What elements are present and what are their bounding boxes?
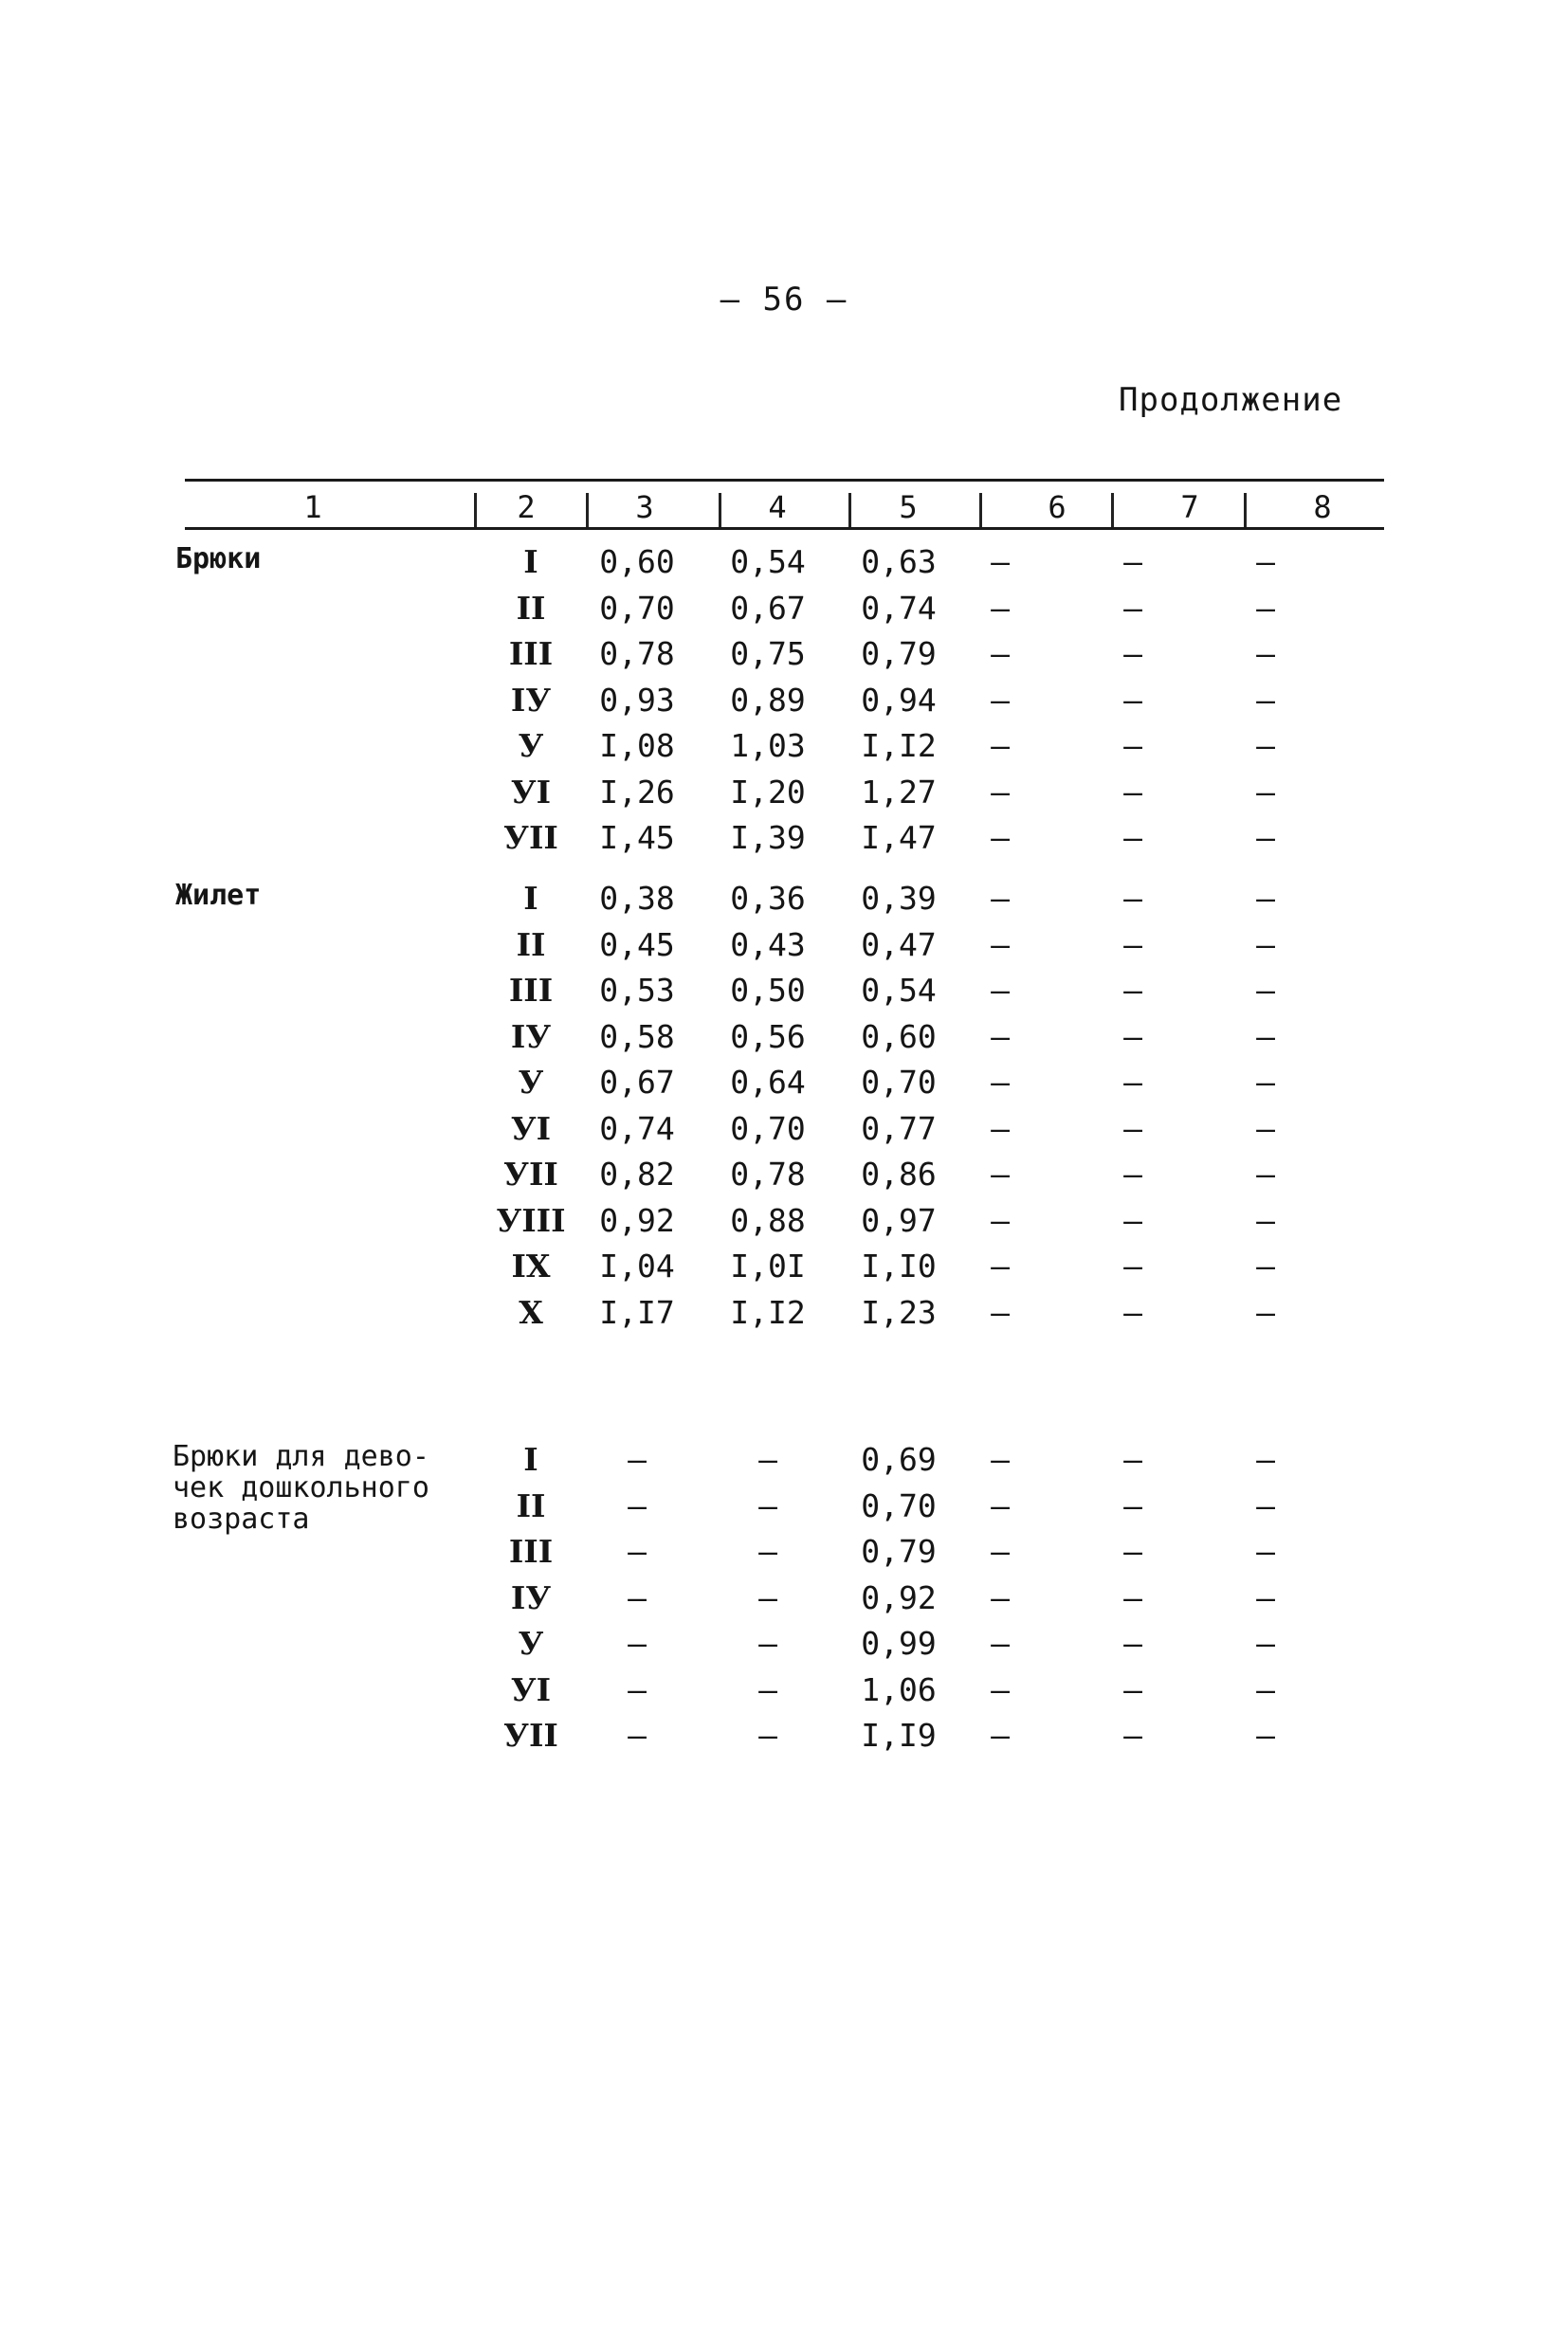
table-cell-c6: – <box>991 727 1010 764</box>
table-cell-c6: – <box>991 1625 1010 1662</box>
table-cell-c5: 0,70 <box>861 1486 937 1524</box>
table-cell-c5: 0,69 <box>861 1441 937 1478</box>
table-cell-c4: 1,03 <box>730 727 806 764</box>
table-cell-c4: 0,54 <box>730 543 806 580</box>
table-cell-c7: – <box>1123 1578 1142 1616</box>
column-separator <box>1244 493 1247 527</box>
table-cell-c6: – <box>991 1293 1010 1331</box>
table-cell-c7: – <box>1123 1017 1142 1055</box>
table-cell-c7: – <box>1123 1248 1142 1285</box>
table-cell-c3: 0,53 <box>599 972 675 1009</box>
table-cell-c8: – <box>1256 1293 1275 1331</box>
table-cell-c3: 0,45 <box>599 925 675 963</box>
table-cell-c6: – <box>991 880 1010 917</box>
table-cell-c3: 0,74 <box>599 1109 675 1147</box>
table-cell-c4: I,0I <box>730 1248 806 1285</box>
table-header-rule <box>185 527 1384 530</box>
table-cell-c8: – <box>1256 880 1275 917</box>
table-cell-c8: – <box>1256 1533 1275 1570</box>
table-cell-c4: 0,64 <box>730 1064 806 1101</box>
table-cell-c3: – <box>628 1486 647 1524</box>
table-cell-c7: – <box>1123 1064 1142 1101</box>
table-cell-c4: I,39 <box>730 819 806 856</box>
table-cell-c5: I,I9 <box>861 1717 937 1754</box>
table-cell-c7: – <box>1123 1293 1142 1331</box>
table-cell-c7: – <box>1123 1625 1142 1662</box>
size-grade-cell: УI <box>510 1109 552 1147</box>
table-cell-c5: 1,06 <box>861 1670 937 1708</box>
table-cell-c3: 0,92 <box>599 1201 675 1239</box>
table-cell-c3: 0,82 <box>599 1156 675 1193</box>
table-cell-c6: – <box>991 925 1010 963</box>
size-grade-cell: II <box>516 589 546 627</box>
table-cell-c4: 0,78 <box>730 1156 806 1193</box>
size-grade-cell: IУ <box>510 1578 552 1616</box>
table-cell-c8: – <box>1256 1156 1275 1193</box>
column-separator <box>586 493 589 527</box>
table-cell-c7: – <box>1123 1533 1142 1570</box>
page-number: – 56 – <box>720 281 848 319</box>
table-cell-c5: 0,54 <box>861 972 937 1009</box>
table-cell-c8: – <box>1256 1201 1275 1239</box>
table-cell-c3: – <box>628 1441 647 1478</box>
table-cell-c6: – <box>991 773 1010 811</box>
table-cell-c7: – <box>1123 880 1142 917</box>
table-cell-c4: 0,56 <box>730 1017 806 1055</box>
column-header-3: 3 <box>635 489 654 525</box>
size-grade-cell: УII <box>503 1717 558 1754</box>
table-cell-c6: – <box>991 1533 1010 1570</box>
table-cell-c3: – <box>628 1717 647 1754</box>
table-cell-c6: – <box>991 1156 1010 1193</box>
size-grade-cell: I <box>523 880 538 917</box>
table-cell-c6: – <box>991 819 1010 856</box>
table-cell-c3: 0,78 <box>599 635 675 672</box>
table-cell-c5: 0,74 <box>861 589 937 627</box>
size-grade-cell: I <box>523 1441 538 1478</box>
table-cell-c8: – <box>1256 1109 1275 1147</box>
table-cell-c5: 0,97 <box>861 1201 937 1239</box>
table-cell-c5: I,I0 <box>861 1248 937 1285</box>
continuation-label: Продолжение <box>1119 381 1343 419</box>
table-cell-c8: – <box>1256 925 1275 963</box>
table-cell-c7: – <box>1123 1486 1142 1524</box>
table-cell-c3: 0,38 <box>599 880 675 917</box>
table-cell-c6: – <box>991 1201 1010 1239</box>
table-cell-c7: – <box>1123 773 1142 811</box>
table-cell-c8: – <box>1256 819 1275 856</box>
size-grade-cell: УIII <box>496 1201 566 1239</box>
table-cell-c7: – <box>1123 727 1142 764</box>
column-header-7: 7 <box>1180 489 1199 525</box>
size-grade-cell: II <box>516 1486 546 1524</box>
table-cell-c4: 0,88 <box>730 1201 806 1239</box>
table-cell-c6: – <box>991 589 1010 627</box>
table-cell-c8: – <box>1256 1017 1275 1055</box>
group-label: Жилет <box>175 879 262 912</box>
table-cell-c5: 0,94 <box>861 681 937 719</box>
table-cell-c4: I,I2 <box>730 1293 806 1331</box>
table-cell-c8: – <box>1256 1248 1275 1285</box>
size-grade-cell: I <box>523 543 538 580</box>
table-cell-c7: – <box>1123 925 1142 963</box>
table-cell-c8: – <box>1256 727 1275 764</box>
table-cell-c4: – <box>758 1670 777 1708</box>
table-cell-c7: – <box>1123 1201 1142 1239</box>
table-cell-c6: – <box>991 972 1010 1009</box>
table-cell-c3: – <box>628 1625 647 1662</box>
table-cell-c3: I,08 <box>599 727 675 764</box>
table-cell-c6: – <box>991 635 1010 672</box>
table-cell-c4: – <box>758 1486 777 1524</box>
table-cell-c4: 0,36 <box>730 880 806 917</box>
table-cell-c5: I,I2 <box>861 727 937 764</box>
column-separator <box>719 493 721 527</box>
table-cell-c4: 0,70 <box>730 1109 806 1147</box>
column-separator <box>474 493 477 527</box>
table-cell-c3: – <box>628 1670 647 1708</box>
size-grade-cell: У <box>518 1064 544 1101</box>
size-grade-cell: УII <box>503 819 558 856</box>
table-cell-c5: 0,77 <box>861 1109 937 1147</box>
size-grade-cell: II <box>516 925 546 963</box>
table-cell-c6: – <box>991 1017 1010 1055</box>
table-cell-c3: – <box>628 1578 647 1616</box>
table-cell-c3: I,I7 <box>599 1293 675 1331</box>
table-cell-c6: – <box>991 1670 1010 1708</box>
table-cell-c5: 0,60 <box>861 1017 937 1055</box>
table-cell-c6: – <box>991 1109 1010 1147</box>
size-grade-cell: IX <box>511 1248 551 1285</box>
table-cell-c5: 0,92 <box>861 1578 937 1616</box>
table-cell-c5: 0,70 <box>861 1064 937 1101</box>
table-cell-c5: 0,86 <box>861 1156 937 1193</box>
table-cell-c8: – <box>1256 635 1275 672</box>
size-grade-cell: УI <box>510 773 552 811</box>
table-cell-c3: 0,60 <box>599 543 675 580</box>
table-cell-c5: 1,27 <box>861 773 937 811</box>
table-cell-c5: 0,99 <box>861 1625 937 1662</box>
size-grade-cell: III <box>508 1533 554 1570</box>
table-cell-c3: I,45 <box>599 819 675 856</box>
table-cell-c3: 0,67 <box>599 1064 675 1101</box>
column-header-2: 2 <box>517 489 536 525</box>
table-cell-c7: – <box>1123 681 1142 719</box>
table-top-rule <box>185 479 1384 482</box>
table-cell-c8: – <box>1256 1625 1275 1662</box>
size-grade-cell: УI <box>510 1670 552 1708</box>
column-separator <box>848 493 851 527</box>
column-header-8: 8 <box>1313 489 1332 525</box>
table-cell-c4: 0,75 <box>730 635 806 672</box>
table-cell-c6: – <box>991 543 1010 580</box>
table-cell-c3: 0,58 <box>599 1017 675 1055</box>
table-cell-c6: – <box>991 681 1010 719</box>
table-cell-c7: – <box>1123 1717 1142 1754</box>
table-cell-c8: – <box>1256 589 1275 627</box>
size-grade-cell: III <box>508 635 554 672</box>
table-cell-c8: – <box>1256 972 1275 1009</box>
table-cell-c8: – <box>1256 773 1275 811</box>
column-header-6: 6 <box>1048 489 1067 525</box>
table-cell-c8: – <box>1256 1717 1275 1754</box>
table-cell-c5: I,47 <box>861 819 937 856</box>
table-cell-c4: 0,43 <box>730 925 806 963</box>
table-cell-c6: – <box>991 1578 1010 1616</box>
group-label-line: чек дошкольного <box>173 1471 429 1504</box>
table-cell-c4: 0,89 <box>730 681 806 719</box>
table-cell-c4: I,20 <box>730 773 806 811</box>
size-grade-cell: У <box>518 727 544 764</box>
table-cell-c8: – <box>1256 1064 1275 1101</box>
table-cell-c5: 0,79 <box>861 635 937 672</box>
table-cell-c4: – <box>758 1441 777 1478</box>
table-cell-c8: – <box>1256 1486 1275 1524</box>
table-cell-c5: 0,79 <box>861 1533 937 1570</box>
size-grade-cell: У <box>518 1625 544 1662</box>
table-cell-c4: – <box>758 1578 777 1616</box>
table-cell-c6: – <box>991 1248 1010 1285</box>
table-cell-c7: – <box>1123 543 1142 580</box>
group-label-line: возраста <box>173 1503 310 1536</box>
table-cell-c3: I,26 <box>599 773 675 811</box>
size-grade-cell: УII <box>503 1156 558 1193</box>
table-cell-c5: I,23 <box>861 1293 937 1331</box>
table-cell-c7: – <box>1123 1156 1142 1193</box>
column-separator <box>1111 493 1114 527</box>
size-grade-cell: IУ <box>510 1017 552 1055</box>
size-grade-cell: X <box>519 1293 543 1331</box>
table-cell-c5: 0,47 <box>861 925 937 963</box>
table-cell-c7: – <box>1123 635 1142 672</box>
table-cell-c8: – <box>1256 1578 1275 1616</box>
column-header-4: 4 <box>768 489 787 525</box>
table-cell-c5: 0,39 <box>861 880 937 917</box>
table-cell-c7: – <box>1123 972 1142 1009</box>
size-grade-cell: III <box>508 972 554 1009</box>
table-cell-c6: – <box>991 1441 1010 1478</box>
group-label <box>173 1441 457 1535</box>
table-cell-c7: – <box>1123 819 1142 856</box>
table-cell-c6: – <box>991 1486 1010 1524</box>
size-grade-cell: IУ <box>510 681 552 719</box>
table-cell-c4: 0,50 <box>730 972 806 1009</box>
table-cell-c6: – <box>991 1717 1010 1754</box>
group-label-line: Брюки для дево- <box>173 1440 429 1473</box>
table-cell-c7: – <box>1123 1109 1142 1147</box>
table-cell-c3: 0,93 <box>599 681 675 719</box>
column-header-1: 1 <box>303 489 322 525</box>
table-cell-c4: – <box>758 1717 777 1754</box>
table-cell-c3: I,04 <box>599 1248 675 1285</box>
column-separator <box>979 493 982 527</box>
table-cell-c4: – <box>758 1533 777 1570</box>
table-cell-c8: – <box>1256 543 1275 580</box>
group-label: Брюки <box>175 542 262 575</box>
table-cell-c4: – <box>758 1625 777 1662</box>
column-header-5: 5 <box>899 489 918 525</box>
table-cell-c8: – <box>1256 681 1275 719</box>
table-cell-c3: 0,70 <box>599 589 675 627</box>
table-cell-c8: – <box>1256 1670 1275 1708</box>
table-cell-c6: – <box>991 1064 1010 1101</box>
table-cell-c5: 0,63 <box>861 543 937 580</box>
table-cell-c7: – <box>1123 1441 1142 1478</box>
table-cell-c3: – <box>628 1533 647 1570</box>
table-cell-c8: – <box>1256 1441 1275 1478</box>
table-cell-c4: 0,67 <box>730 589 806 627</box>
table-cell-c7: – <box>1123 1670 1142 1708</box>
table-cell-c7: – <box>1123 589 1142 627</box>
